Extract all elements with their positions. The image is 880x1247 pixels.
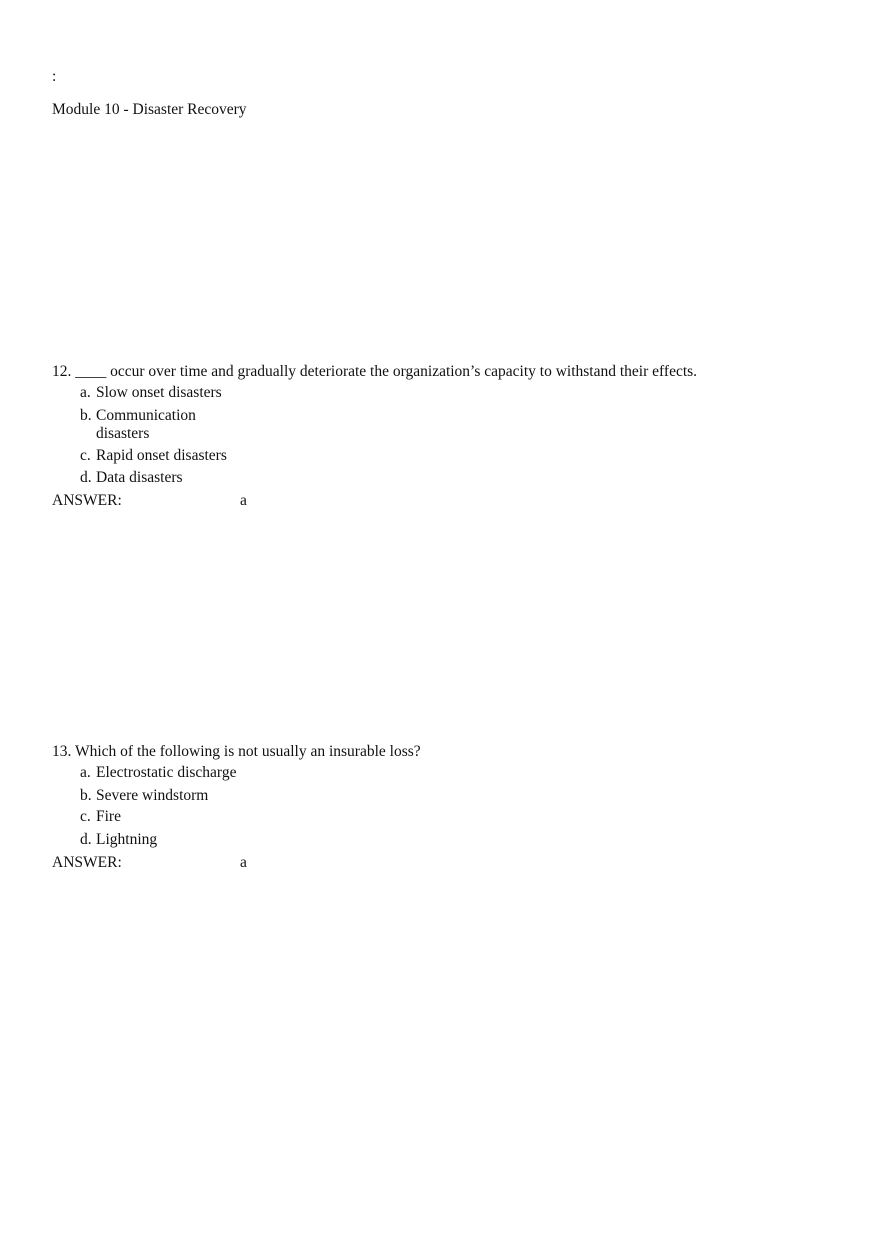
option-text: Data disasters	[96, 469, 183, 486]
option-c	[80, 447, 227, 465]
question-text: ____ occur over time and gradually deteriorate the organization’s capacity to withstand their effects.	[75, 363, 698, 380]
option-text: Electrostatic discharge	[96, 764, 237, 781]
header-marker: :	[52, 68, 57, 85]
option-b	[80, 787, 208, 805]
option-text: Communication disasters	[96, 407, 196, 442]
option-letter: a.	[80, 764, 91, 781]
option-letter: d.	[80, 469, 92, 486]
question-number: 13.	[52, 743, 72, 760]
answer-value: a	[240, 854, 247, 871]
option-d	[80, 831, 157, 849]
option-letter: b.	[80, 787, 92, 804]
option-text: Slow onset disasters	[96, 384, 222, 401]
option-text: Fire	[96, 808, 121, 825]
question-text: Which of the following is not usually an insurable loss?	[74, 743, 421, 760]
answer-label: ANSWER:	[52, 854, 122, 871]
question-number: 12.	[52, 363, 72, 380]
question-stem	[52, 743, 421, 761]
option-letter: c.	[80, 808, 91, 825]
option-a	[80, 764, 236, 782]
option-letter: c.	[80, 447, 91, 464]
question-stem	[52, 363, 697, 381]
answer-label: ANSWER:	[52, 492, 122, 509]
option-b	[80, 407, 211, 443]
option-d	[80, 469, 183, 487]
option-letter: a.	[80, 384, 91, 401]
option-letter: b.	[80, 407, 92, 424]
module-title: Module 10 - Disaster Recovery	[52, 101, 247, 118]
option-text: Lightning	[96, 831, 158, 848]
answer-value: a	[240, 492, 247, 509]
option-text: Rapid onset disasters	[96, 447, 227, 464]
option-text: Severe windstorm	[96, 787, 209, 804]
option-c	[80, 808, 121, 826]
option-letter: d.	[80, 831, 92, 848]
option-a	[80, 384, 222, 402]
